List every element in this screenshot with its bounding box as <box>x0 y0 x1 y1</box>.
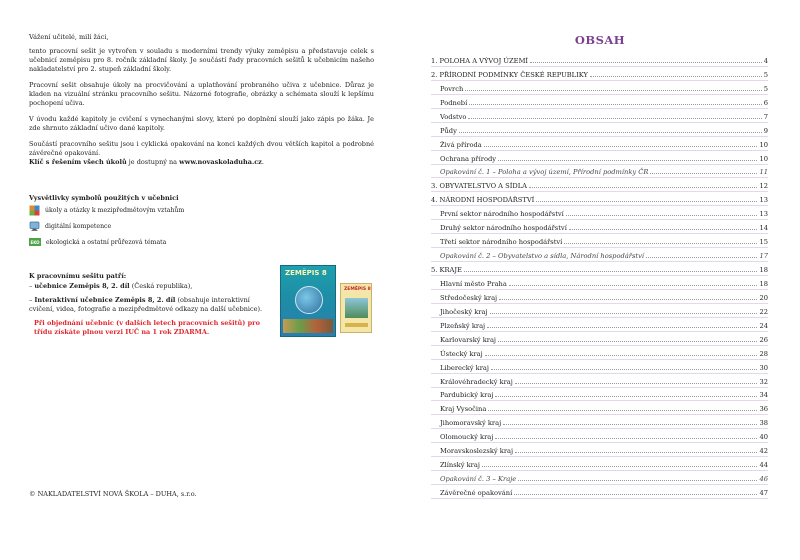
toc-leader-dots <box>529 187 757 188</box>
toc-entry[interactable] <box>431 471 768 485</box>
legend-item-label: úkoly a otázky k mezipředmětovým vztahům <box>45 206 185 214</box>
toc-entry-label: Druhý sektor národního hospodářství <box>440 224 567 233</box>
toc-leader-dots <box>564 243 757 244</box>
workbook-cover-band <box>345 323 368 327</box>
toc-leader-dots <box>490 313 758 314</box>
textbook-cover-image <box>280 265 336 337</box>
intro-paragraph-4: Součástí pracovního sešitu jsou i cyklická opakování na konci každých dvou větších kapitol a podrobné závěrečné opakování. <box>29 140 374 157</box>
toc-entry-page: 26 <box>759 335 768 344</box>
toc-leader-dots <box>468 118 761 119</box>
toc-entry-label: Povrch <box>440 84 464 93</box>
computer-icon <box>29 221 40 232</box>
toc-entry-label: Opakování č. 2 – Obyvatelstvo a sídla, Národní hospodářství <box>440 252 644 261</box>
textbook-rest: (Česká republika), <box>129 282 193 290</box>
toc-entry-page: 44 <box>759 461 768 470</box>
toc-entry[interactable] <box>431 248 768 262</box>
toc-entry[interactable] <box>431 165 768 179</box>
toc-leader-dots <box>536 201 757 202</box>
toc-entry-label: Ochrana přírody <box>440 154 497 163</box>
toc-entry[interactable] <box>431 457 768 471</box>
toc-leader-dots <box>495 438 757 439</box>
toc-entry-page: 13 <box>759 210 768 219</box>
toc-entry-label: Závěrečné opakování <box>440 489 513 497</box>
toc-entry[interactable] <box>431 304 768 318</box>
toc-entry-label: Živá příroda <box>440 140 482 149</box>
toc-entry[interactable] <box>431 234 768 248</box>
toc-entry-page: 13 <box>759 196 768 205</box>
legend-item-crossref <box>29 204 184 216</box>
toc-entry-page: 18 <box>759 266 768 274</box>
table-of-contents <box>431 53 768 499</box>
promo-text: Při objednání učebnic (v dalších letech pracovních sešitů) pro třídu získáte plnou verzi IUČ na 1 rok ZDARMA. <box>34 319 260 336</box>
eko-icon-text: EKO <box>30 239 40 245</box>
toc-entry[interactable] <box>431 318 768 332</box>
toc-entry-page: 22 <box>759 307 768 316</box>
legend-item-eco <box>29 236 166 248</box>
toc-entry-label: Ústecký kraj <box>440 349 483 358</box>
toc-leader-dots <box>518 480 757 481</box>
toc-entry[interactable] <box>431 206 768 220</box>
toc-entry-page: 10 <box>759 140 768 149</box>
website-link[interactable]: www.novaskoladuha.cz <box>179 158 262 166</box>
toc-leader-dots <box>530 62 762 63</box>
workbook-cover-photo <box>345 298 368 318</box>
puzzle-icon <box>29 205 40 216</box>
toc-entry-label: Hlavní město Praha <box>440 279 507 288</box>
toc-leader-dots <box>590 76 762 77</box>
toc-entry-page: 30 <box>759 363 768 372</box>
toc-entry[interactable] <box>431 220 768 234</box>
textbook-cover-title: ZEMĚPIS 8 <box>285 269 327 277</box>
toc-entry[interactable] <box>431 123 768 137</box>
key-solution-end: . <box>261 158 264 166</box>
toc-entry-page: 7 <box>763 112 768 121</box>
toc-leader-dots <box>498 341 757 342</box>
toc-entry-page: 17 <box>759 252 768 261</box>
toc-entry[interactable] <box>431 151 768 165</box>
right-page <box>400 0 800 560</box>
intro-paragraph-3: V úvodu každé kapitoly je cvičení s vynechanými slovy, které po doplnění slouží jako zápis po žáka. Je zde shrnuto základní učivo dané kapitoly. <box>29 115 374 132</box>
legend-item-digital <box>29 220 111 232</box>
toc-leader-dots <box>514 494 757 495</box>
toc-entry[interactable] <box>431 429 768 443</box>
toc-entry-page: 34 <box>759 391 768 400</box>
toc-entry-label: Středočeský kraj <box>440 293 498 302</box>
toc-entry-page: 5 <box>763 70 768 79</box>
toc-entry-page: 11 <box>759 168 768 177</box>
toc-entry-label: 3. OBYVATELSTVO A SÍDLA <box>431 182 527 191</box>
toc-entry-label: Pardubický kraj <box>440 391 494 400</box>
toc-leader-dots <box>487 327 757 328</box>
toc-entry-page: 47 <box>759 489 768 497</box>
belongs-dash: – <box>29 296 35 304</box>
textbook-name: učebnice Zeměpis 8, 2. díl <box>34 282 130 290</box>
intro-paragraph-1: tento pracovní sešit je vytvořen v souladu s moderními trendy výuky zeměpisu a představuje celek s učebnicí zeměpisu pro 8. ročník základní školy. Je součástí řady pracovních sešitů k učebnicím našeho nakladatelství pro 2. stupeň základní školy. <box>29 47 374 73</box>
toc-entry[interactable] <box>431 53 768 67</box>
toc-entry-page: 6 <box>763 98 768 107</box>
toc-entry-label: Jihomoravský kraj <box>440 419 502 428</box>
toc-entry[interactable] <box>431 332 768 346</box>
interactive-textbook-name: Interaktivní učebnice Zeměpis 8, 2. díl <box>34 296 176 304</box>
toc-entry-label: Třetí sektor národního hospodářství <box>440 238 563 247</box>
legend-title: Vysvětlivky symbolů použitých v učebnici <box>29 194 179 202</box>
toc-entry[interactable] <box>431 401 768 415</box>
toc-entry[interactable] <box>431 81 768 95</box>
toc-entry-page: 12 <box>759 182 768 191</box>
toc-entry-label: Půdy <box>440 126 457 135</box>
toc-entry-page: 36 <box>759 405 768 414</box>
toc-entry[interactable] <box>431 360 768 374</box>
toc-entry-label: 1. POLOHA A VÝVOJ ÚZEMÍ <box>431 56 529 65</box>
toc-entry[interactable] <box>431 485 768 499</box>
toc-entry-page: 9 <box>763 126 768 135</box>
eko-icon <box>29 238 41 246</box>
toc-entry-page: 10 <box>759 154 768 163</box>
toc-leader-dots <box>484 146 758 147</box>
toc-entry[interactable] <box>431 276 768 290</box>
intro-paragraph-5 <box>29 158 374 167</box>
toc-leader-dots <box>515 452 757 453</box>
toc-entry-label: Plzeňský kraj <box>440 321 486 330</box>
cover-photo-strip <box>283 319 333 333</box>
toc-entry-label: Vodstvo <box>440 112 467 121</box>
toc-leader-dots <box>569 229 758 230</box>
belongs-title: K pracovnímu sešitu patří: <box>29 272 127 280</box>
key-solution-mid: je dostupný na <box>126 158 180 166</box>
toc-entry[interactable] <box>431 192 768 206</box>
toc-entry-page: 18 <box>759 279 768 288</box>
toc-entry-label: Kraj Vysočina <box>440 405 487 414</box>
toc-leader-dots <box>465 90 761 91</box>
toc-leader-dots <box>650 173 757 174</box>
toc-entry-page: 40 <box>759 433 768 442</box>
toc-entry-label: Karlovarský kraj <box>440 335 497 344</box>
toc-entry[interactable] <box>431 178 768 192</box>
workbook-cover-image <box>340 283 372 333</box>
belongs-dash: – <box>29 282 35 290</box>
toc-entry-label: Královéhradecký kraj <box>440 377 513 386</box>
toc-entry-page: 32 <box>759 377 768 386</box>
toc-leader-dots <box>499 299 757 300</box>
toc-entry[interactable] <box>431 262 768 276</box>
toc-entry-page: 42 <box>759 447 768 456</box>
toc-entry[interactable] <box>431 67 768 81</box>
toc-entry-label: 5. KRAJE <box>431 266 462 274</box>
toc-entry-page: 24 <box>759 321 768 330</box>
toc-leader-dots <box>491 369 758 370</box>
toc-entry-label: 4. NÁRODNÍ HOSPODÁŘSTVÍ <box>431 196 535 205</box>
toc-entry-page: 4 <box>763 56 768 65</box>
toc-leader-dots <box>515 383 758 384</box>
toc-entry-label: První sektor národního hospodářství <box>440 210 564 219</box>
toc-entry-label: Jihočeský kraj <box>440 307 488 316</box>
interactive-textbook-rest: (obsahuje interaktivní cvičení, videa, fotografie a mezipředmětové odkazy na další učebnice). <box>29 296 263 313</box>
toc-entry-label: Opakování č. 3 – Kraje <box>440 475 517 484</box>
toc-leader-dots <box>459 132 762 133</box>
toc-leader-dots <box>503 424 757 425</box>
toc-leader-dots <box>646 257 758 258</box>
intro-paragraph-2: Pracovní sešit obsahuje úkoly na procvičování a uplatňování probraného učiva z učebnice. Důraz je kladen na vizuální stránku pracovního sešitu. Názorné fotografie, obrázky a schémata slouží k lepšímu pochopení učiva. <box>29 81 374 107</box>
toc-entry-page: 28 <box>759 349 768 358</box>
toc-leader-dots <box>485 355 758 356</box>
toc-entry[interactable] <box>431 95 768 109</box>
greeting: Vážení učitelé, milí žáci, <box>29 33 109 41</box>
toc-entry-label: Zlínský kraj <box>440 461 480 470</box>
toc-entry-page: 15 <box>759 238 768 247</box>
key-solution-label: Klíč s řešením všech úkolů <box>29 158 127 166</box>
toc-entry-page: 5 <box>763 84 768 93</box>
toc-entry[interactable] <box>431 443 768 457</box>
copyright: © NAKLADATELSTVÍ NOVÁ ŠKOLA – DUHA, s.r.o. <box>29 490 197 498</box>
legend-item-label: ekologická a ostatní průřezová témata <box>46 238 167 246</box>
toc-entry-page: 14 <box>759 224 768 233</box>
toc-entry[interactable] <box>431 388 768 402</box>
toc-leader-dots <box>464 271 758 272</box>
toc-entry-page: 38 <box>759 419 768 428</box>
toc-leader-dots <box>488 410 757 411</box>
toc-entry-label: 2. PŘÍRODNÍ PODMÍNKY ČESKÉ REPUBLIKY <box>431 70 588 79</box>
globe-icon <box>295 286 323 314</box>
toc-entry[interactable] <box>431 346 768 360</box>
toc-entry[interactable] <box>431 290 768 304</box>
toc-leader-dots <box>469 104 762 105</box>
belongs-item-interactive <box>29 296 274 314</box>
toc-entry-page: 46 <box>759 475 768 484</box>
toc-entry-page: 20 <box>759 293 768 302</box>
toc-leader-dots <box>509 285 758 286</box>
toc-leader-dots <box>482 466 758 467</box>
belongs-item-textbook <box>29 282 274 291</box>
toc-title: OBSAH <box>574 33 626 47</box>
toc-entry-label: Moravskoslezský kraj <box>440 447 514 456</box>
toc-entry-label: Podnebí <box>440 98 468 107</box>
legend-item-label: digitální kompetence <box>45 222 112 230</box>
toc-entry[interactable] <box>431 415 768 429</box>
toc-entry[interactable] <box>431 109 768 123</box>
toc-entry-label: Opakování č. 1 – Poloha a vývoj území, Přírodní podmínky ČR <box>440 168 649 177</box>
workbook-cover-title: ZEMĚPIS 8 <box>344 287 371 292</box>
toc-leader-dots <box>498 160 757 161</box>
toc-leader-dots <box>566 215 758 216</box>
toc-entry-label: Olomoucký kraj <box>440 433 494 442</box>
toc-leader-dots <box>495 396 757 397</box>
toc-entry[interactable] <box>431 137 768 151</box>
toc-entry-label: Liberecký kraj <box>440 363 489 372</box>
toc-entry[interactable] <box>431 374 768 388</box>
